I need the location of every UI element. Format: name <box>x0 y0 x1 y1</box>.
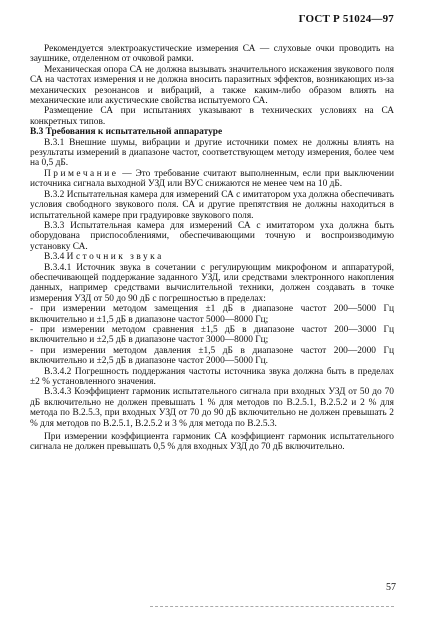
note-text: — Это требование считают выполненным, если при выключении источника сигнала выходной УЗД или ВУС снижаются не менее чем на 10 дБ. <box>30 168 394 190</box>
subsection-number: В.3.4 <box>44 252 67 263</box>
paragraph: В.3.4.1 Источник звука в сочетании с регулирующим микрофоном и аппаратурой, обеспечивающей поддержание заданного УЗД, или средствами электронного накопления данных, например средствами вычислительной техники, должен создавать в точке измерения УЗД от 50 до 90 дБ с погрешностью в пределах: <box>30 262 394 304</box>
list-item: - при измерении методом давления ±1,5 дБ в диапазоне частот 200—2000 Гц включительно и ±2,5 дБ в диапазоне частот 2000—5000 Гц. <box>30 345 394 367</box>
section-heading: В.3 Требования к испытательной аппаратуре <box>30 127 223 138</box>
paragraph: Рекомендуется электроакустические измерения СА — слуховые очки проводить на заушнике, отделенном от очковой рамки. <box>30 44 394 65</box>
document-header: ГОСТ Р 51024—97 <box>298 13 394 25</box>
paragraph: Механическая опора СА не должна вызывать значительного искажения звукового поля СА на частотах измерения и не должна вносить паразитных эффектов, возникающих из-за механических резонансов и вибраций, а также каким-либо образом влиять на механические или акустические свойства испытуемого СА. <box>30 64 394 107</box>
paragraph: Размещение СА при испытаниях указывают в технических условиях на СА конкретных типов. <box>30 106 394 127</box>
paragraph: В.3.3 Испытательная камера для измерений СА с имитатором уха должна быть оборудована приспособлениями, обеспечивающими точную и воспроизводимую установку СА. <box>30 220 394 252</box>
footer-divider <box>150 606 394 607</box>
paragraph: В.3.4.2 Погрешность поддержания частоты источника звука должна быть в пределах ±2 % установленного значения. <box>30 366 394 387</box>
list-item: - при измерении методом сравнения ±1,5 дБ в диапазоне частот 200—3000 Гц включительно и ±2,5 дБ в диапазоне частот 3000—8000 Гц; <box>30 324 394 346</box>
paragraph: В.3.1 Внешние шумы, вибрации и другие источники помех не должны влиять на результаты измерений в диапазоне частот, соответствующем методу измерения, более чем на 0,5 дБ. <box>30 137 394 169</box>
paragraph: При измерении коэффициента гармоник СА коэффициент гармоник испытательного сигнала не должен превышать 0,5 % для входных УЗД до 70 дБ включительно. <box>30 432 394 453</box>
note <box>30 169 394 190</box>
body-text <box>30 44 394 453</box>
paragraph: В.3.2 Испытательная камера для измерений СА с имитатором уха должна обеспечивать условия свободного звукового поля. СА и другие препятствия не должны находиться в испытательной камере при градуировке звукового поля. <box>30 189 394 221</box>
note-label: Примечание <box>44 168 119 179</box>
subsection-title: Источник звука <box>66 252 164 263</box>
subsection-heading <box>30 252 394 262</box>
page-number: 57 <box>386 582 396 593</box>
list-item: - при измерении методом замещения ±1 дБ в диапазоне частот 200—5000 Гц включительно и ±1,5 дБ в диапазоне частот 5000—8000 Гц; <box>30 304 394 325</box>
paragraph: В.3.4.3 Коэффициент гармоник испытательного сигнала при входных УЗД от 50 до 70 дБ включительно не должен превышать 1 % для методов по В.2.5.1, В.2.5.2 и 2 % для метода по В.2.5.3, при входных УЗД от 70 до 90 дБ включительно не должен превышать 2 % для методов по В.2.5.1, В.2.5.2 и 3 % для метода по В.2.5.3. <box>30 387 394 429</box>
